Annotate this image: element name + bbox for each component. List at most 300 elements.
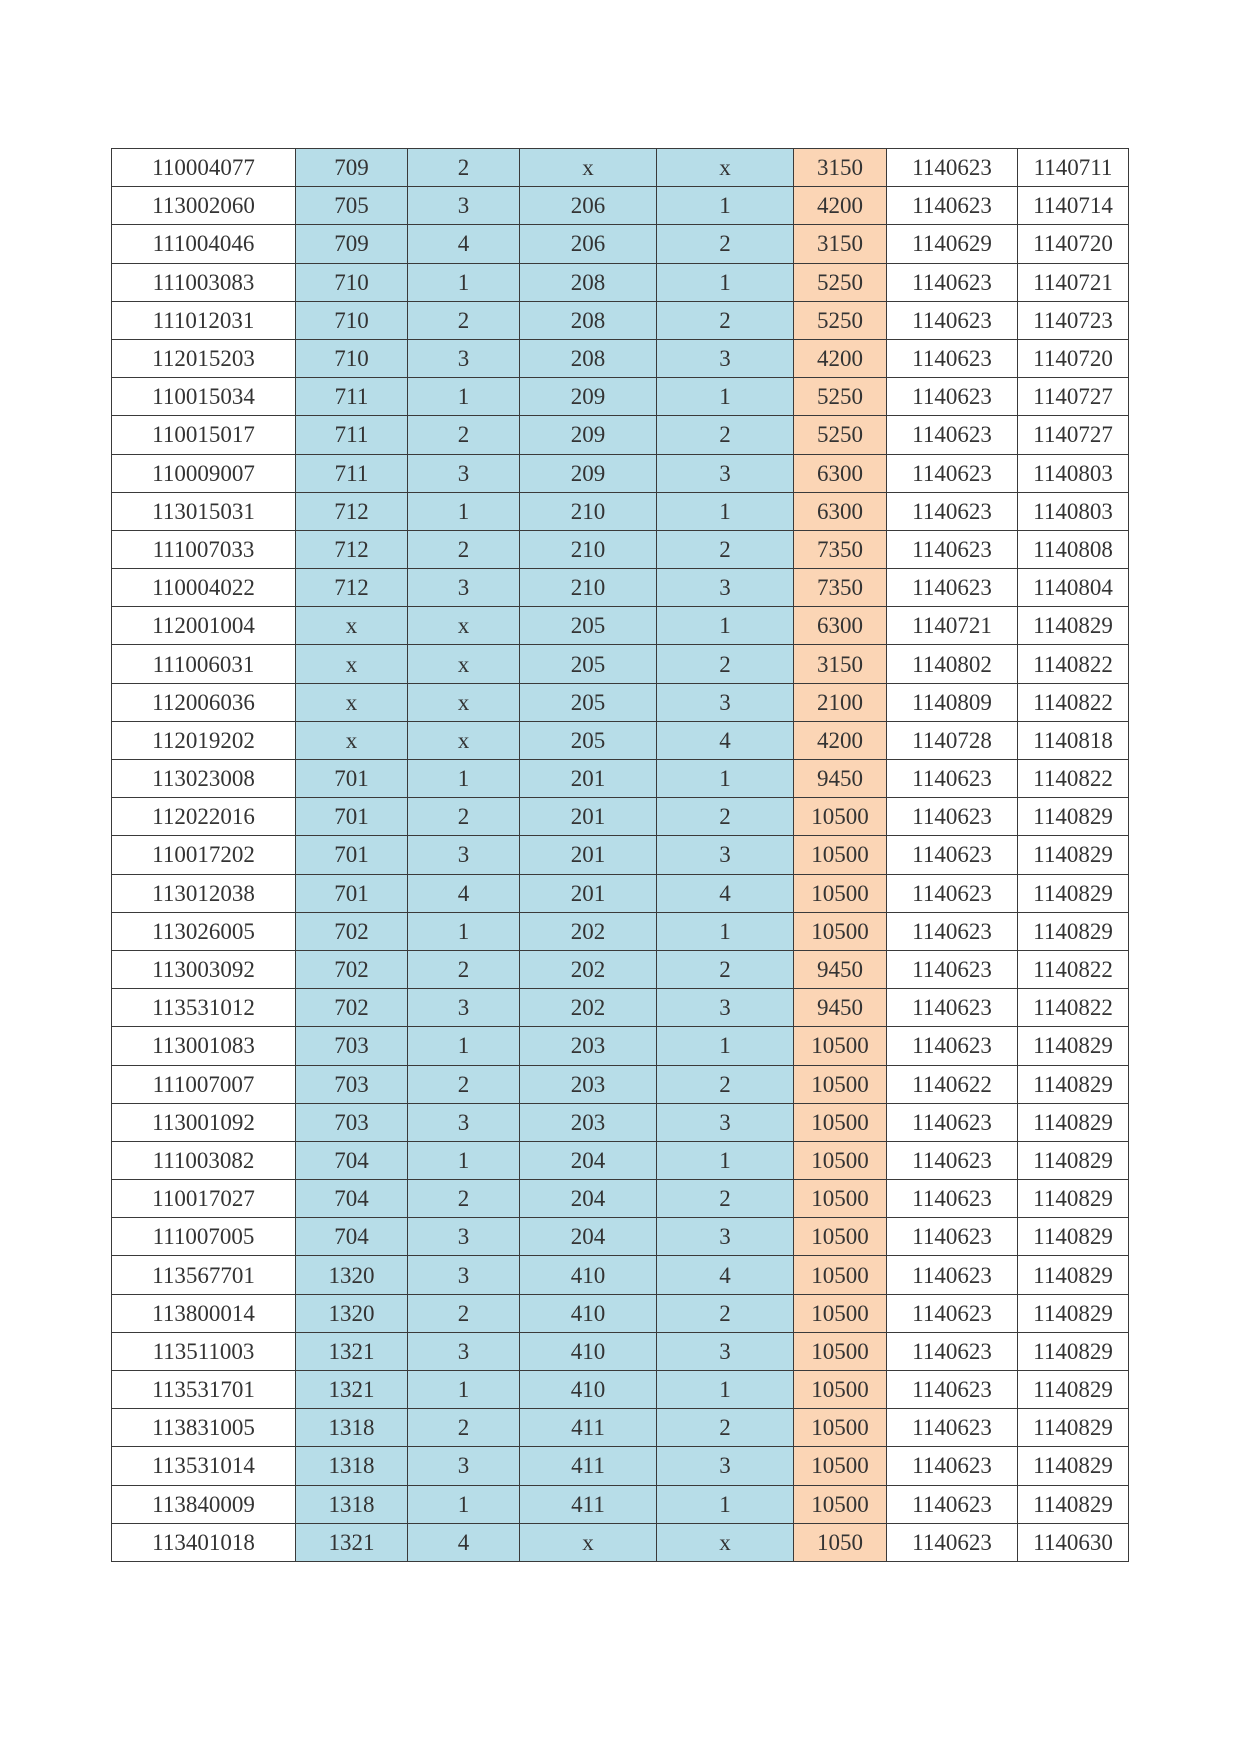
room-cell: 702	[296, 912, 408, 950]
end-date-cell: 1140829	[1018, 1371, 1129, 1409]
end-date-cell: 1140829	[1018, 1332, 1129, 1370]
student-id-cell: 113401018	[112, 1523, 296, 1561]
start-date-cell: 1140623	[887, 798, 1018, 836]
amount-cell: 3150	[794, 149, 887, 187]
start-date-cell: 1140728	[887, 721, 1018, 759]
bed-cell: 1	[408, 1141, 520, 1179]
start-date-cell: 1140623	[887, 1371, 1018, 1409]
end-date-cell: 1140829	[1018, 1218, 1129, 1256]
amount-cell: 4200	[794, 187, 887, 225]
student-id-cell: 113001092	[112, 1103, 296, 1141]
end-date-cell: 1140822	[1018, 645, 1129, 683]
bed-cell: 3	[408, 989, 520, 1027]
table-body	[112, 149, 1129, 1562]
end-date-cell: 1140822	[1018, 950, 1129, 988]
amount-cell: 10500	[794, 912, 887, 950]
table-row	[112, 149, 1129, 187]
bed-cell: x	[408, 721, 520, 759]
bed-cell: 4	[408, 1523, 520, 1561]
table-row	[112, 1027, 1129, 1065]
room-cell: 711	[296, 454, 408, 492]
new-bed-cell: 3	[657, 1103, 794, 1141]
new-bed-cell: 3	[657, 989, 794, 1027]
start-date-cell: 1140623	[887, 378, 1018, 416]
end-date-cell: 1140711	[1018, 149, 1129, 187]
amount-cell: 10500	[794, 1027, 887, 1065]
new-bed-cell: 4	[657, 721, 794, 759]
new-room-cell: 202	[520, 950, 657, 988]
new-room-cell: 204	[520, 1141, 657, 1179]
new-room-cell: 202	[520, 912, 657, 950]
bed-cell: x	[408, 645, 520, 683]
end-date-cell: 1140803	[1018, 454, 1129, 492]
table-row	[112, 263, 1129, 301]
end-date-cell: 1140727	[1018, 378, 1129, 416]
student-id-cell: 113800014	[112, 1294, 296, 1332]
room-cell: 701	[296, 874, 408, 912]
table-row	[112, 721, 1129, 759]
amount-cell: 7350	[794, 530, 887, 568]
room-cell: 712	[296, 530, 408, 568]
amount-cell: 5250	[794, 263, 887, 301]
amount-cell: 10500	[794, 836, 887, 874]
student-id-cell: 113003092	[112, 950, 296, 988]
start-date-cell: 1140623	[887, 1180, 1018, 1218]
new-bed-cell: 3	[657, 836, 794, 874]
end-date-cell: 1140829	[1018, 1141, 1129, 1179]
end-date-cell: 1140804	[1018, 569, 1129, 607]
end-date-cell: 1140818	[1018, 721, 1129, 759]
bed-cell: 2	[408, 149, 520, 187]
new-bed-cell: 3	[657, 1447, 794, 1485]
new-room-cell: 209	[520, 378, 657, 416]
bed-cell: 2	[408, 1409, 520, 1447]
table-row	[112, 607, 1129, 645]
new-bed-cell: 1	[657, 607, 794, 645]
end-date-cell: 1140723	[1018, 301, 1129, 339]
amount-cell: 10500	[794, 1065, 887, 1103]
new-bed-cell: 1	[657, 1141, 794, 1179]
new-bed-cell: 2	[657, 225, 794, 263]
student-id-cell: 113015031	[112, 492, 296, 530]
amount-cell: 6300	[794, 454, 887, 492]
room-cell: 704	[296, 1141, 408, 1179]
bed-cell: 3	[408, 836, 520, 874]
new-room-cell: 203	[520, 1065, 657, 1103]
new-bed-cell: 1	[657, 912, 794, 950]
amount-cell: 10500	[794, 1141, 887, 1179]
amount-cell: 6300	[794, 607, 887, 645]
new-bed-cell: 1	[657, 378, 794, 416]
student-id-cell: 113002060	[112, 187, 296, 225]
new-room-cell: 208	[520, 301, 657, 339]
student-id-cell: 111007005	[112, 1218, 296, 1256]
end-date-cell: 1140829	[1018, 836, 1129, 874]
end-date-cell: 1140829	[1018, 1065, 1129, 1103]
student-id-cell: 111012031	[112, 301, 296, 339]
start-date-cell: 1140623	[887, 530, 1018, 568]
new-room-cell: 204	[520, 1180, 657, 1218]
table-row	[112, 1332, 1129, 1370]
end-date-cell: 1140829	[1018, 1256, 1129, 1294]
bed-cell: 2	[408, 1180, 520, 1218]
start-date-cell: 1140623	[887, 1218, 1018, 1256]
start-date-cell: 1140623	[887, 1141, 1018, 1179]
student-id-cell: 110015034	[112, 378, 296, 416]
student-id-cell: 111003082	[112, 1141, 296, 1179]
student-id-cell: 113026005	[112, 912, 296, 950]
end-date-cell: 1140829	[1018, 912, 1129, 950]
end-date-cell: 1140829	[1018, 1447, 1129, 1485]
student-id-cell: 110015017	[112, 416, 296, 454]
new-bed-cell: 2	[657, 645, 794, 683]
table-row	[112, 1294, 1129, 1332]
amount-cell: 9450	[794, 760, 887, 798]
table-row	[112, 339, 1129, 377]
room-cell: 703	[296, 1065, 408, 1103]
amount-cell: 2100	[794, 683, 887, 721]
bed-cell: 3	[408, 569, 520, 607]
room-cell: 704	[296, 1218, 408, 1256]
bed-cell: 1	[408, 1027, 520, 1065]
table-row	[112, 645, 1129, 683]
amount-cell: 10500	[794, 1371, 887, 1409]
new-bed-cell: x	[657, 149, 794, 187]
start-date-cell: 1140623	[887, 149, 1018, 187]
amount-cell: 10500	[794, 1485, 887, 1523]
room-cell: 709	[296, 225, 408, 263]
table-row	[112, 569, 1129, 607]
start-date-cell: 1140623	[887, 1447, 1018, 1485]
data-table	[111, 148, 1129, 1562]
new-room-cell: 201	[520, 874, 657, 912]
student-id-cell: 112001004	[112, 607, 296, 645]
new-room-cell: 410	[520, 1256, 657, 1294]
new-bed-cell: 1	[657, 263, 794, 301]
amount-cell: 9450	[794, 950, 887, 988]
start-date-cell: 1140721	[887, 607, 1018, 645]
new-bed-cell: 2	[657, 1065, 794, 1103]
bed-cell: 2	[408, 1294, 520, 1332]
new-bed-cell: 3	[657, 569, 794, 607]
table-row	[112, 416, 1129, 454]
room-cell: 701	[296, 836, 408, 874]
bed-cell: 2	[408, 798, 520, 836]
table-row	[112, 1180, 1129, 1218]
table-row	[112, 1485, 1129, 1523]
new-room-cell: 209	[520, 454, 657, 492]
end-date-cell: 1140803	[1018, 492, 1129, 530]
new-bed-cell: 2	[657, 301, 794, 339]
new-bed-cell: 4	[657, 1256, 794, 1294]
amount-cell: 6300	[794, 492, 887, 530]
start-date-cell: 1140623	[887, 836, 1018, 874]
table-row	[112, 950, 1129, 988]
start-date-cell: 1140623	[887, 1256, 1018, 1294]
table-row	[112, 1447, 1129, 1485]
amount-cell: 10500	[794, 1294, 887, 1332]
new-room-cell: 410	[520, 1294, 657, 1332]
new-bed-cell: 2	[657, 798, 794, 836]
amount-cell: 5250	[794, 416, 887, 454]
end-date-cell: 1140822	[1018, 760, 1129, 798]
table-row	[112, 989, 1129, 1027]
end-date-cell: 1140829	[1018, 1027, 1129, 1065]
bed-cell: 1	[408, 1371, 520, 1409]
room-cell: 701	[296, 760, 408, 798]
end-date-cell: 1140721	[1018, 263, 1129, 301]
bed-cell: 1	[408, 1485, 520, 1523]
start-date-cell: 1140623	[887, 874, 1018, 912]
new-bed-cell: 2	[657, 1180, 794, 1218]
student-id-cell: 113023008	[112, 760, 296, 798]
new-room-cell: 201	[520, 836, 657, 874]
student-id-cell: 113531014	[112, 1447, 296, 1485]
amount-cell: 5250	[794, 378, 887, 416]
table-row	[112, 760, 1129, 798]
amount-cell: 3150	[794, 645, 887, 683]
new-bed-cell: 2	[657, 1294, 794, 1332]
bed-cell: x	[408, 683, 520, 721]
student-id-cell: 111007007	[112, 1065, 296, 1103]
end-date-cell: 1140822	[1018, 989, 1129, 1027]
amount-cell: 10500	[794, 1332, 887, 1370]
student-id-cell: 113511003	[112, 1332, 296, 1370]
new-room-cell: 410	[520, 1371, 657, 1409]
table-row	[112, 1103, 1129, 1141]
table-row	[112, 1371, 1129, 1409]
new-room-cell: 208	[520, 339, 657, 377]
start-date-cell: 1140623	[887, 339, 1018, 377]
bed-cell: 1	[408, 492, 520, 530]
end-date-cell: 1140822	[1018, 683, 1129, 721]
new-room-cell: 205	[520, 645, 657, 683]
start-date-cell: 1140623	[887, 950, 1018, 988]
end-date-cell: 1140714	[1018, 187, 1129, 225]
amount-cell: 10500	[794, 1218, 887, 1256]
table-row	[112, 378, 1129, 416]
end-date-cell: 1140829	[1018, 1294, 1129, 1332]
bed-cell: 4	[408, 874, 520, 912]
new-room-cell: 210	[520, 530, 657, 568]
new-room-cell: 208	[520, 263, 657, 301]
start-date-cell: 1140809	[887, 683, 1018, 721]
student-id-cell: 112019202	[112, 721, 296, 759]
student-id-cell: 111007033	[112, 530, 296, 568]
new-room-cell: 205	[520, 721, 657, 759]
end-date-cell: 1140808	[1018, 530, 1129, 568]
student-id-cell: 110004022	[112, 569, 296, 607]
table-row	[112, 1523, 1129, 1561]
table-row	[112, 1065, 1129, 1103]
student-id-cell: 113012038	[112, 874, 296, 912]
start-date-cell: 1140623	[887, 263, 1018, 301]
table-row	[112, 301, 1129, 339]
student-id-cell: 113001083	[112, 1027, 296, 1065]
amount-cell: 10500	[794, 1103, 887, 1141]
table-row	[112, 1256, 1129, 1294]
student-id-cell: 111003083	[112, 263, 296, 301]
student-id-cell: 110017027	[112, 1180, 296, 1218]
room-cell: 1321	[296, 1523, 408, 1561]
end-date-cell: 1140829	[1018, 798, 1129, 836]
amount-cell: 10500	[794, 1409, 887, 1447]
start-date-cell: 1140623	[887, 1027, 1018, 1065]
new-room-cell: 206	[520, 225, 657, 263]
bed-cell: 2	[408, 530, 520, 568]
student-id-cell: 113567701	[112, 1256, 296, 1294]
new-room-cell: 209	[520, 416, 657, 454]
new-room-cell: 204	[520, 1218, 657, 1256]
amount-cell: 1050	[794, 1523, 887, 1561]
amount-cell: 9450	[794, 989, 887, 1027]
room-cell: 709	[296, 149, 408, 187]
new-bed-cell: 2	[657, 530, 794, 568]
end-date-cell: 1140720	[1018, 225, 1129, 263]
end-date-cell: 1140829	[1018, 1180, 1129, 1218]
end-date-cell: 1140829	[1018, 874, 1129, 912]
bed-cell: 3	[408, 187, 520, 225]
bed-cell: 1	[408, 912, 520, 950]
new-bed-cell: 3	[657, 1332, 794, 1370]
room-cell: 1318	[296, 1409, 408, 1447]
student-id-cell: 112006036	[112, 683, 296, 721]
bed-cell: 4	[408, 225, 520, 263]
start-date-cell: 1140623	[887, 1523, 1018, 1561]
end-date-cell: 1140829	[1018, 1409, 1129, 1447]
room-cell: 703	[296, 1027, 408, 1065]
table-row	[112, 798, 1129, 836]
new-bed-cell: 1	[657, 760, 794, 798]
bed-cell: 1	[408, 263, 520, 301]
room-cell: 1318	[296, 1447, 408, 1485]
new-bed-cell: 3	[657, 1218, 794, 1256]
bed-cell: 3	[408, 1332, 520, 1370]
bed-cell: 3	[408, 1256, 520, 1294]
new-bed-cell: 1	[657, 492, 794, 530]
bed-cell: 1	[408, 378, 520, 416]
table-row	[112, 1218, 1129, 1256]
room-cell: 1320	[296, 1256, 408, 1294]
start-date-cell: 1140623	[887, 569, 1018, 607]
amount-cell: 10500	[794, 1256, 887, 1294]
room-cell: 704	[296, 1180, 408, 1218]
student-id-cell: 113831005	[112, 1409, 296, 1447]
new-room-cell: 410	[520, 1332, 657, 1370]
table-row	[112, 912, 1129, 950]
room-cell: 711	[296, 378, 408, 416]
table-row	[112, 187, 1129, 225]
bed-cell: 3	[408, 1103, 520, 1141]
room-cell: 1321	[296, 1371, 408, 1409]
start-date-cell: 1140623	[887, 187, 1018, 225]
amount-cell: 5250	[794, 301, 887, 339]
new-bed-cell: 3	[657, 683, 794, 721]
start-date-cell: 1140622	[887, 1065, 1018, 1103]
new-bed-cell: 1	[657, 187, 794, 225]
table-row	[112, 1409, 1129, 1447]
bed-cell: 2	[408, 950, 520, 988]
end-date-cell: 1140829	[1018, 1103, 1129, 1141]
start-date-cell: 1140623	[887, 454, 1018, 492]
student-id-cell: 110004077	[112, 149, 296, 187]
start-date-cell: 1140623	[887, 301, 1018, 339]
new-room-cell: x	[520, 1523, 657, 1561]
new-room-cell: 205	[520, 607, 657, 645]
bed-cell: 2	[408, 1065, 520, 1103]
student-id-cell: 111006031	[112, 645, 296, 683]
room-cell: 702	[296, 989, 408, 1027]
room-cell: x	[296, 645, 408, 683]
room-cell: 712	[296, 569, 408, 607]
end-date-cell: 1140829	[1018, 607, 1129, 645]
table-row	[112, 225, 1129, 263]
room-cell: x	[296, 721, 408, 759]
new-bed-cell: 2	[657, 416, 794, 454]
table-row	[112, 683, 1129, 721]
amount-cell: 4200	[794, 339, 887, 377]
new-bed-cell: 4	[657, 874, 794, 912]
amount-cell: 4200	[794, 721, 887, 759]
amount-cell: 3150	[794, 225, 887, 263]
bed-cell: 3	[408, 1218, 520, 1256]
start-date-cell: 1140623	[887, 416, 1018, 454]
table-row	[112, 1141, 1129, 1179]
new-room-cell: 203	[520, 1103, 657, 1141]
student-id-cell: 111004046	[112, 225, 296, 263]
new-bed-cell: 1	[657, 1027, 794, 1065]
new-room-cell: 201	[520, 798, 657, 836]
table-row	[112, 454, 1129, 492]
room-cell: 1318	[296, 1485, 408, 1523]
end-date-cell: 1140630	[1018, 1523, 1129, 1561]
room-cell: 711	[296, 416, 408, 454]
bed-cell: 1	[408, 760, 520, 798]
room-cell: 1321	[296, 1332, 408, 1370]
amount-cell: 10500	[794, 798, 887, 836]
new-bed-cell: 1	[657, 1485, 794, 1523]
student-id-cell: 113531012	[112, 989, 296, 1027]
amount-cell: 10500	[794, 1447, 887, 1485]
new-bed-cell: x	[657, 1523, 794, 1561]
start-date-cell: 1140623	[887, 1294, 1018, 1332]
student-id-cell: 110009007	[112, 454, 296, 492]
start-date-cell: 1140629	[887, 225, 1018, 263]
new-room-cell: 202	[520, 989, 657, 1027]
new-room-cell: 205	[520, 683, 657, 721]
start-date-cell: 1140623	[887, 1103, 1018, 1141]
student-id-cell: 112022016	[112, 798, 296, 836]
room-cell: 712	[296, 492, 408, 530]
new-room-cell: 210	[520, 492, 657, 530]
room-cell: x	[296, 607, 408, 645]
new-room-cell: 411	[520, 1447, 657, 1485]
amount-cell: 10500	[794, 1180, 887, 1218]
new-room-cell: 201	[520, 760, 657, 798]
new-room-cell: 203	[520, 1027, 657, 1065]
end-date-cell: 1140829	[1018, 1485, 1129, 1523]
new-bed-cell: 2	[657, 950, 794, 988]
new-bed-cell: 1	[657, 1371, 794, 1409]
new-room-cell: 411	[520, 1485, 657, 1523]
new-room-cell: 206	[520, 187, 657, 225]
end-date-cell: 1140727	[1018, 416, 1129, 454]
end-date-cell: 1140720	[1018, 339, 1129, 377]
room-cell: 703	[296, 1103, 408, 1141]
amount-cell: 10500	[794, 874, 887, 912]
table-row	[112, 836, 1129, 874]
new-bed-cell: 3	[657, 454, 794, 492]
